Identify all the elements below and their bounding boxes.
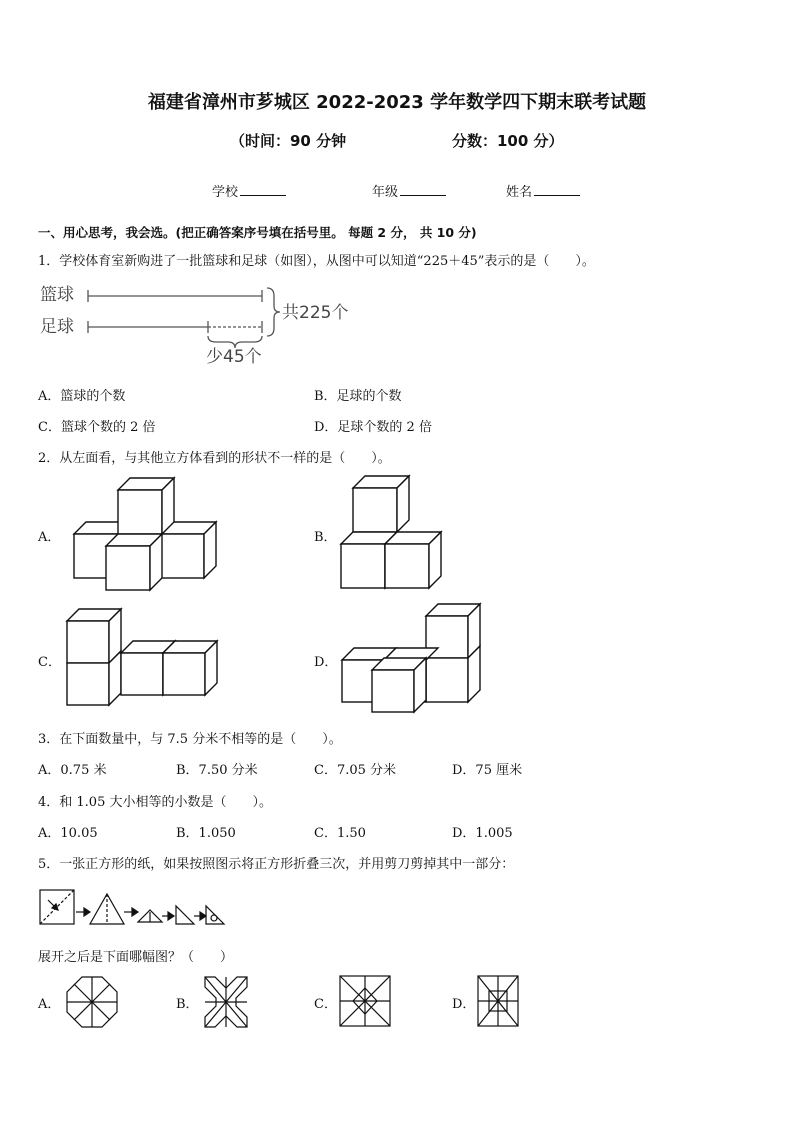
q3-option-b[interactable]: B．7.50 分米 (176, 763, 258, 778)
exam-time: （时间：90 分钟 (230, 132, 347, 150)
q3-option-c[interactable]: C．7.05 分米 (314, 763, 397, 778)
question-1-text: 1．学校体育室新购进了一批篮球和足球（如图），从图中可以知道“225＋45”表示的是（ ）。 (38, 254, 595, 269)
grade-label: 年级 (372, 185, 399, 200)
question-4-text: 4．和 1.05 大小相等的小数是（ ）。 (38, 795, 272, 810)
q4-option-a[interactable]: A．10.05 (38, 826, 98, 841)
q2-option-b[interactable]: B． (314, 530, 337, 545)
school-label: 学校 (212, 185, 239, 200)
unfold-figure-c (340, 976, 390, 1026)
q5-option-b[interactable]: B． (176, 997, 199, 1012)
q3-option-a[interactable]: A．0.75 米 (38, 763, 107, 778)
q2-option-c[interactable]: C． (38, 655, 61, 670)
q2-option-a[interactable]: A． (38, 530, 61, 545)
question-2-text: 2．从左面看，与其他立方体看到的形状不一样的是（ ）。 (38, 451, 391, 466)
less-label: 少45个 (206, 347, 262, 367)
q5-option-d[interactable]: D． (452, 997, 476, 1012)
basketball-label: 篮球 (40, 285, 74, 305)
q1-option-b[interactable]: B．足球的个数 (314, 389, 402, 404)
unfold-figure-d (478, 976, 518, 1026)
football-label: 足球 (40, 317, 74, 337)
q3-option-d[interactable]: D．75 厘米 (452, 763, 523, 778)
page-title: 福建省漳州市芗城区 2022-2023 学年数学四下期末联考试题 (147, 92, 647, 113)
q2-option-d[interactable]: D． (314, 655, 338, 670)
q1-option-a[interactable]: A．篮球的个数 (38, 389, 126, 404)
question-5-text: 5．一张正方形的纸，如果按照图示将正方形折叠三次，并用剪刀剪掉其中一部分： (38, 857, 515, 872)
unfold-figure-a (67, 977, 117, 1027)
total-label: 共225个 (282, 303, 349, 323)
question-5-followup: 展开之后是下面哪幅图？（ ） (38, 950, 234, 965)
q1-option-d[interactable]: D．足球个数的 2 倍 (314, 420, 432, 435)
unfold-figure-b (205, 977, 247, 1027)
q5-option-c[interactable]: C． (314, 997, 337, 1012)
q1-option-c[interactable]: C．篮球个数的 2 倍 (38, 420, 156, 435)
exam-score: 分数：100 分） (452, 132, 564, 150)
q4-option-c[interactable]: C．1.50 (314, 826, 366, 841)
q5-option-a[interactable]: A． (38, 997, 61, 1012)
name-label: 姓名 (506, 185, 533, 200)
question-3-text: 3．在下面数量中，与 7.5 分米不相等的是（ ）。 (38, 732, 342, 747)
section-heading: 一、用心思考，我会选。(把正确答案序号填在括号里。 每题 2 分， 共 10 分) (38, 225, 477, 240)
q4-option-d[interactable]: D．1.005 (452, 826, 513, 841)
q4-option-b[interactable]: B．1.050 (176, 826, 236, 841)
